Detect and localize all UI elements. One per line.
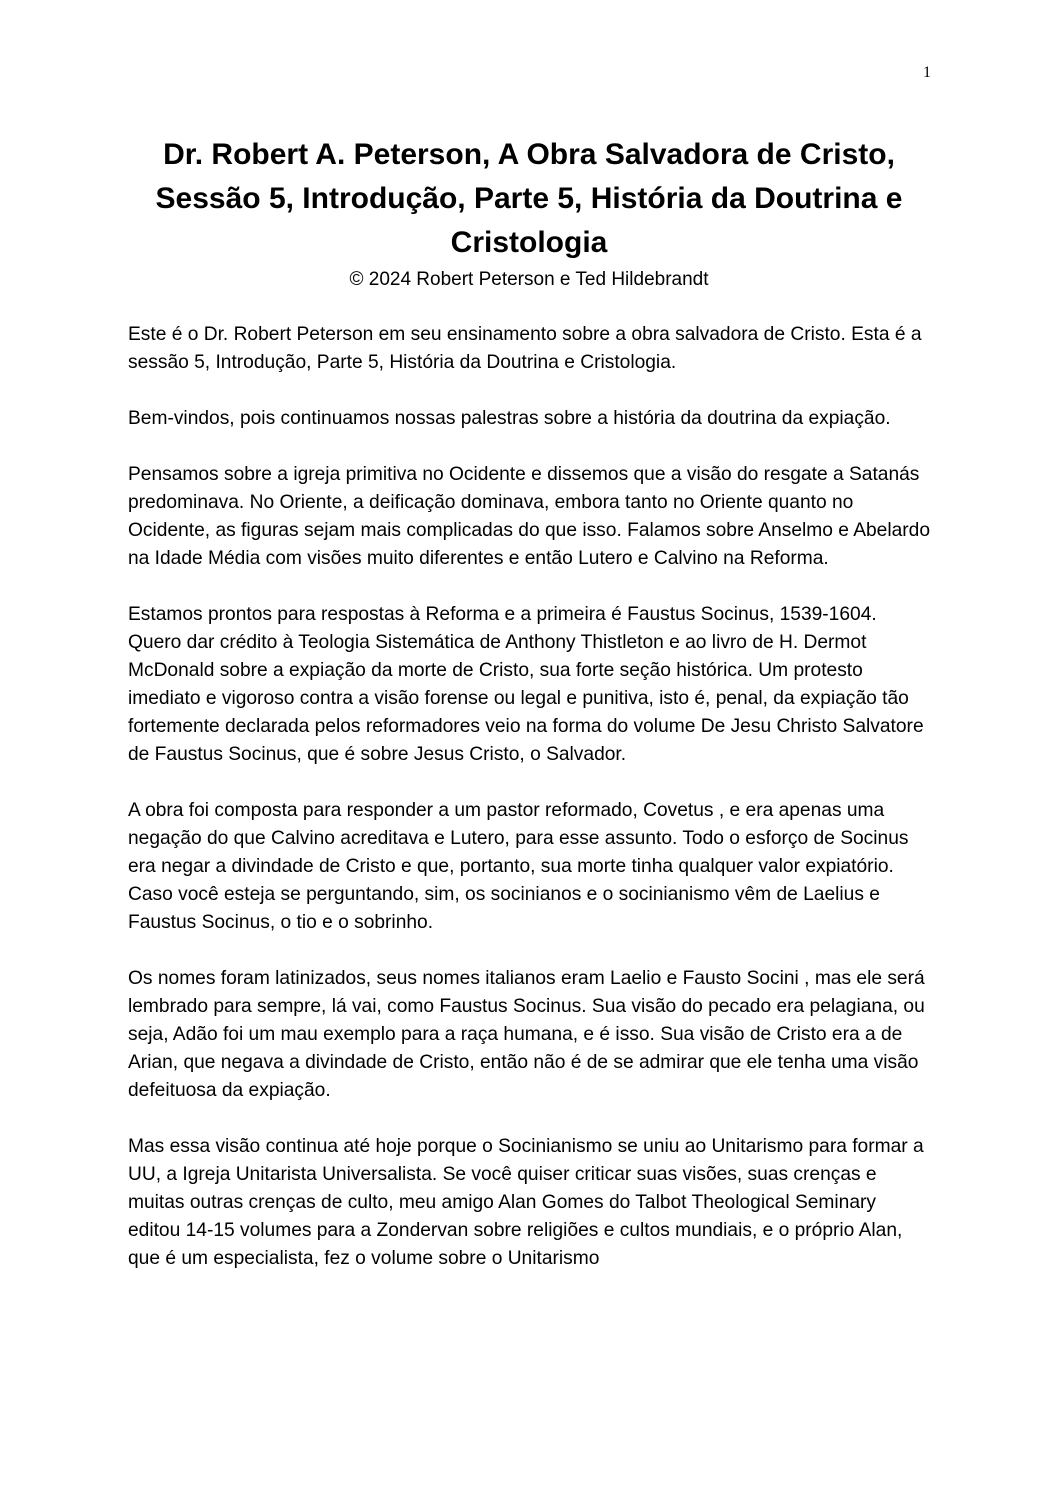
page-number: 1 — [923, 64, 931, 81]
paragraph-3: Pensamos sobre a igreja primitiva no Ocidente e dissemos que a visão do resgate a Satanás predominava. No Oriente, a deificação dominava, embora tanto no Oriente quanto no Ocidente, as figuras sejam mais complicadas do que isso. Falamos sobre Anselmo e Abelardo na Idade Média com visões muito diferentes e então Lutero e Calvino na Reforma. — [128, 464, 931, 569]
paragraph-4: Estamos prontos para respostas à Reforma e a primeira é Faustus Socinus, 1539-1604. Quero dar crédito à Teologia Sistemática de Anthony Thistleton e ao livro de H. Dermot McDonald sobre a expiação da morte de Cristo, sua forte seção histórica. Um protesto imediato e vigoroso contra a visão forense ou legal e punitiva, isto é, penal, da expiação tão fortemente declarada pelos reformadores veio na forma do volume De Jesu Christo Salvatore de Faustus Socinus, que é sobre Jesus Cristo, o Salvador. — [128, 604, 924, 765]
paragraph-2: Bem-vindos, pois continuamos nossas palestras sobre a história da doutrina da expiação. — [128, 408, 891, 429]
copyright-notice: © 2024 Robert Peterson e Ted Hildebrandt — [349, 269, 709, 290]
paragraph-7: Mas essa visão continua até hoje porque o Socinianismo se uniu ao Unitarismo para formar a UU, a Igreja Unitarista Universalista. Se você quiser criticar suas visões, suas crenças e muitas outras crenças de culto, meu amigo Alan Gomes do Talbot Theological Seminary editou 14-15 volumes para a Zondervan sobre religiões e cultos mundiais, e o próprio Alan, que é um especialista, fez o volume sobre o Unitarismo — [128, 1136, 924, 1269]
paragraph-6: Os nomes foram latinizados, seus nomes italianos eram Laelio e Fausto Socini , mas ele será lembrado para sempre, lá vai, como Faustus Socinus. Sua visão do pecado era pelagiana, ou seja, Adão foi um mau exemplo para a raça humana, e é isso. Sua visão de Cristo era a de Arian, que negava a divindade de Cristo, então não é de se admirar que ele tenha uma visão defeituosa da expiação. — [128, 968, 925, 1101]
paragraph-1: Este é o Dr. Robert Peterson em seu ensinamento sobre a obra salvadora de Cristo. Esta é a sessão 5, Introdução, Parte 5, História da Doutrina e Cristologia. — [128, 324, 922, 373]
paragraph-5: A obra foi composta para responder a um pastor reformado, Covetus , e era apenas uma negação do que Calvino acreditava e Lutero, para esse assunto. Todo o esforço de Socinus era negar a divindade de Cristo e que, portanto, sua morte tinha qualquer valor expiatório. Caso você esteja se perguntando, sim, os socinianos e o socinianismo vêm de Laelius e Faustus Socinus, o tio e o sobrinho. — [128, 800, 909, 933]
document-body — [128, 321, 930, 1301]
document-title: Dr. Robert A. Peterson, A Obra Salvadora de Cristo, Sessão 5, Introdução, Parte 5, História da Doutrina e Cristologia — [155, 138, 903, 259]
